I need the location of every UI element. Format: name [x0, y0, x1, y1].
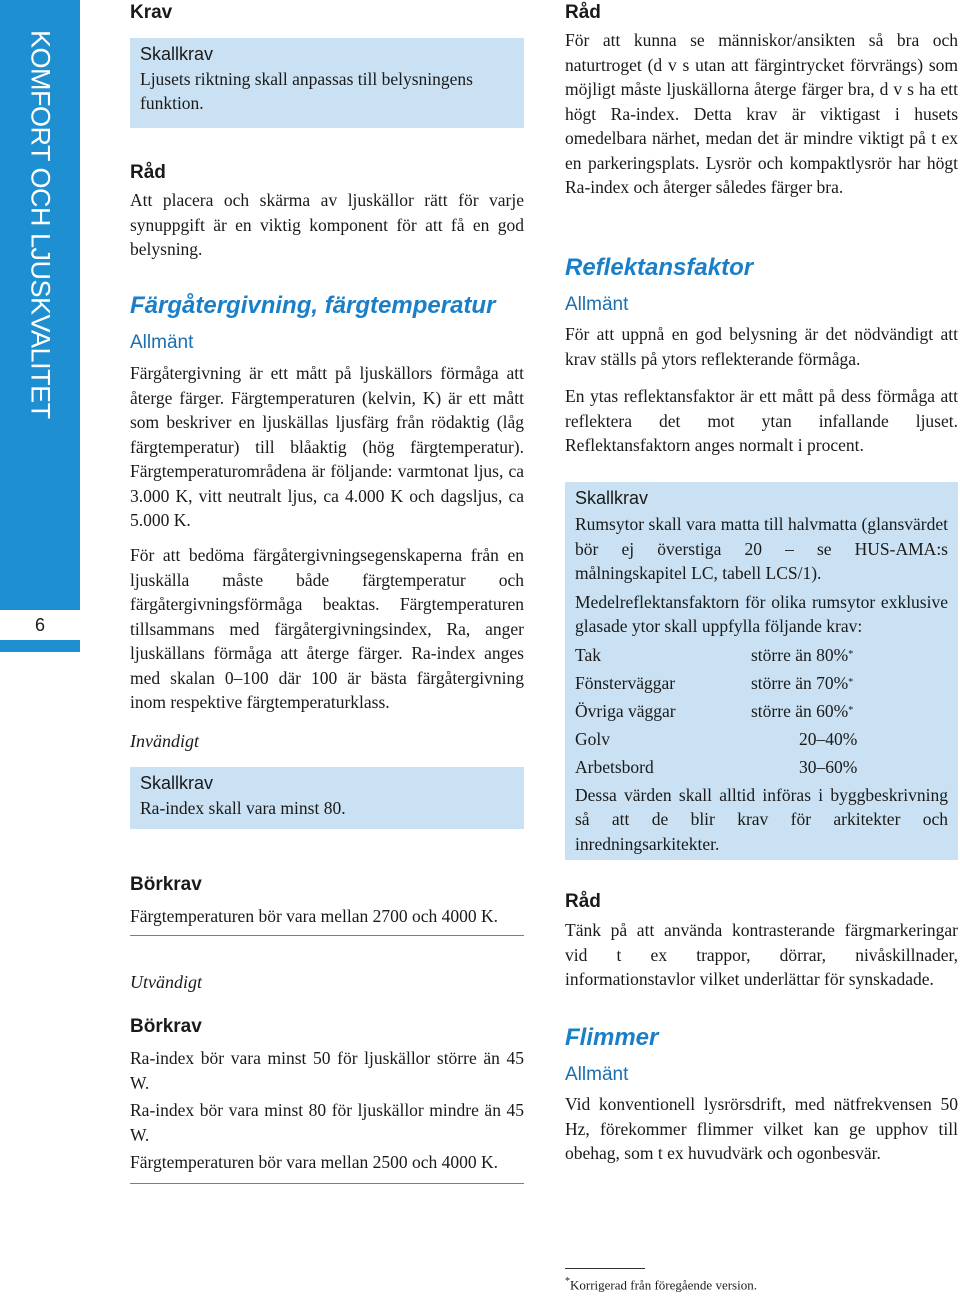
reflectance-value: större än 80% — [751, 644, 849, 665]
reflectance-value: större än 70% — [751, 672, 849, 693]
box-text: Rumsytor skall vara matta till halvmatta (glansvärdet bör ej överstiga 20 – se HUS-AMA:s målningskapitel LC, tabell LCS/1). — [575, 514, 948, 583]
footnote-mark: * — [565, 1276, 570, 1287]
footnote — [565, 1276, 757, 1293]
reflectance-surface: Golv — [575, 728, 610, 749]
box-text: Dessa värden skall alltid införas i byggbeskrivning så att de blir krav för arkitekter och inredningsarkitekter. — [575, 784, 948, 854]
skallkrav-box-ra — [130, 767, 524, 829]
borkrav-line: Färgtemperaturen bör vara mellan 2500 och 4000 K. — [130, 1152, 499, 1172]
reflectance-value: större än 60% — [751, 700, 849, 721]
allmant-heading: Allmänt — [130, 332, 194, 353]
reflectance-value: 30–60% — [799, 756, 858, 777]
section-heading-color-rendering: Färgåtergivning, färgtemperatur — [130, 292, 496, 319]
page-number: 6 — [0, 610, 80, 640]
chapter-title: KOMFORT OCH LJUSKVALITET — [25, 30, 56, 419]
rad-text: Att placera och skärma av ljuskällor rätt för varje synuppgift är en viktig komponent för att få en god belysning. — [130, 190, 524, 259]
reflectance-surface: Arbetsbord — [575, 756, 654, 777]
section-heading-reflectance: Reflektansfaktor — [565, 254, 754, 281]
color-rendering-paragraph-2: För att bedöma färgåtergivningsegenskaperna från en ljuskälla måste både färgtemperatur och färgåtergivningsförmåga beaktas. Färgtemperaturen tillsammans med färgåtergivningsindex, Ra, anger ljuskällans förmåga att återge färger. Ra-index anges med skalan 0–100 där 100 är bästa färgåtergivning inom respektive färgtemperaturklass. — [130, 545, 524, 712]
footnote-text: Korrigerad från föregående version. — [570, 1277, 757, 1293]
utvandigt-heading: Utvändigt — [130, 972, 202, 992]
reflectance-surface: Tak — [575, 644, 601, 665]
borkrav-heading-2: Börkrav — [130, 1016, 202, 1037]
reflectance-paragraph-1: För att uppnå en god belysning är det nödvändigt att krav ställs på ytors reflekterande förmåga. — [565, 324, 958, 369]
invandigt-heading: Invändigt — [130, 731, 199, 751]
reflectance-value: 20–40% — [799, 728, 858, 749]
reflectance-table — [575, 641, 948, 781]
skallkrav-box-direction — [130, 38, 524, 128]
section-heading-flicker: Flimmer — [565, 1024, 659, 1051]
reflectance-paragraph-2: En ytas reflektansfaktor är ett mått på dess förmåga att reflektera det mot ytan infallande ljuset. Reflektansfaktorn anges normalt i procent. — [565, 386, 958, 455]
reflectance-row — [575, 725, 948, 753]
reflectance-row — [575, 669, 948, 697]
allmant-heading: Allmänt — [565, 1064, 629, 1085]
borkrav-line: Ra-index bör vara minst 80 för ljuskällor mindre än 45 W. — [130, 1100, 524, 1145]
rad-heading: Råd — [565, 2, 601, 23]
reflectance-row — [575, 641, 948, 669]
borkrav-heading: Börkrav — [130, 874, 202, 895]
asterisk-mark: * — [848, 676, 854, 688]
box-text: Ljusets riktning skall anpassas till belysningens funktion. — [140, 69, 473, 113]
skallkrav-box-reflectance — [565, 482, 958, 860]
krav-heading: Krav — [130, 2, 173, 23]
borkrav-list — [130, 1046, 524, 1184]
reflectance-surface: Fönsterväggar — [575, 672, 676, 693]
allmant-heading: Allmänt — [565, 294, 629, 315]
reflectance-row — [575, 697, 948, 725]
asterisk-mark: * — [848, 648, 854, 660]
asterisk-mark: * — [848, 704, 854, 716]
rad-text-2: Tänk på att använda kontrasterande färgmarkeringar vid t ex trappor, dörrar, nivåskillnader, informationstavlor vilket underlättar för synskadade. — [565, 920, 958, 989]
rad-text: För att kunna se människor/ansikten så bra och naturtroget (d v s utan att färgintrycket förvrängs) som möjligt måste ljuskällorna återge färger bra, d v s ha ett högt Ra-index. Detta krav är viktigast i husets omedelbara närhet, medan det är mindre viktigt på t ex en parkeringsplats. Lysrör och kompaktlysrör har högt Ra-index och återger således färger bra. — [565, 30, 958, 197]
borkrav-line: Ra-index bör vara minst 50 för ljuskällor större än 45 W. — [130, 1048, 524, 1093]
reflectance-row — [575, 753, 948, 781]
sidebar-band — [0, 0, 80, 652]
borkrav-text: Färgtemperaturen bör vara mellan 2700 och 4000 K. — [130, 904, 524, 936]
rad-heading-2: Råd — [565, 891, 601, 912]
flicker-paragraph: Vid konventionell lysrörsdrift, med nätfrekvensen 50 Hz, förekommer flimmer vilket kan ge upphov till obehag, som t ex huvudvärk och ogonbesvär. — [565, 1094, 958, 1163]
box-label: Skallkrav — [140, 773, 214, 793]
rad-heading: Råd — [130, 162, 166, 183]
box-label: Skallkrav — [140, 44, 214, 64]
reflectance-surface: Övriga väggar — [575, 700, 676, 721]
box-text: Medelreflektansfaktorn för olika rumsytor exklusive glasade ytor skall uppfylla följande krav: — [575, 591, 948, 636]
box-label: Skallkrav — [575, 488, 649, 508]
footnote-rule — [565, 1268, 645, 1269]
box-text: Ra-index skall vara minst 80. — [140, 798, 346, 818]
color-rendering-paragraph-1: Färgåtergivning är ett mått på ljuskällors förmåga att återge färger. Färgtemperaturen (kelvin, K) är ett mått som beskriver en ljuskällas ljusfärg från rödaktig (låg färgtemperatur) till blåaktig (hög färgtemperatur). Färgtemperaturområdena är följande: varmtonat ljus, ca 3.000 K, vitt neutralt ljus, ca 4.000 K och dagsljus, ca 5.000 K. — [130, 363, 524, 530]
